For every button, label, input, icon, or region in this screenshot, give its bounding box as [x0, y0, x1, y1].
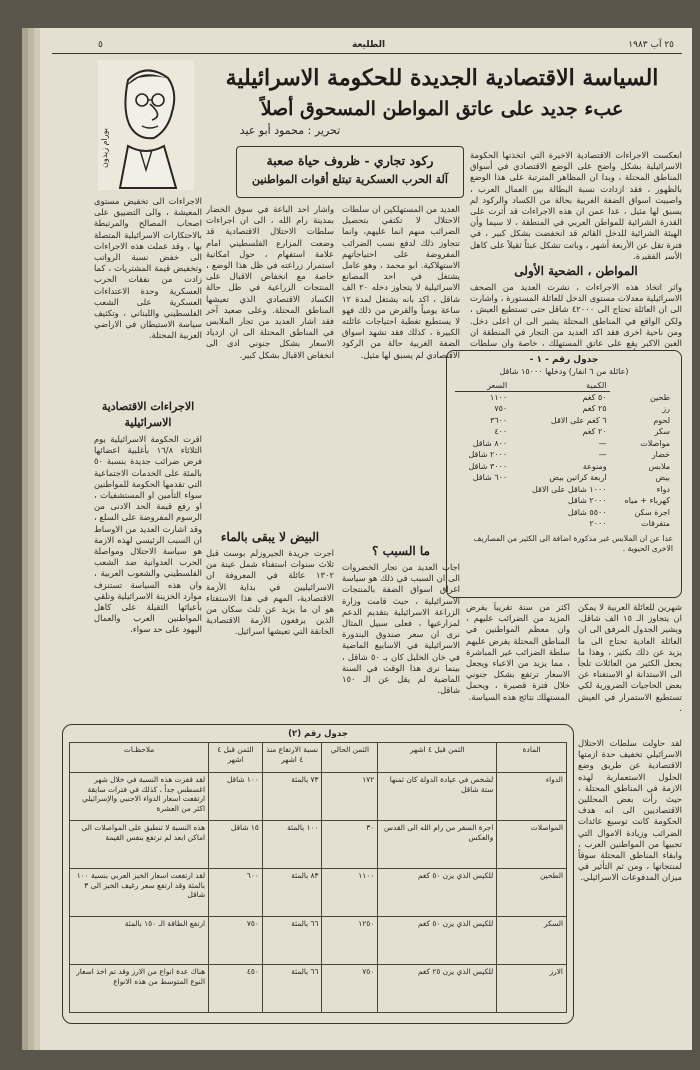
table-2-cell: ١٢٥٠: [322, 917, 378, 965]
table-2-row: [70, 965, 567, 1013]
table-2-cell: ٦٠٠: [209, 869, 263, 917]
table-1-cell-qty: ٢٠ كغم: [582, 427, 607, 437]
table-2-cell: ١٧٢: [322, 773, 378, 821]
table-2-cell: ١٥ شاقل: [209, 821, 263, 869]
vendor-paragraph: واشار احد الباعة في سوق الخضار بمدينة رام الله ، الى ان اجراءات سلطات الاحتلال الاقتصادية قد وضعت المزارع الفلسطيني امام علامة استفهام ، حول امكانية استمرار زراعته في ظل هذا الوضع ، خاصة مع انخفاض الاقبال على المنتجات الزراعية في ظل حالة الكساد الاقتصادي الذي تعيشها المناطق المحتلة. وعلى صعيد آخر فقد اشار العديد من تجار الملابس في المناطق المحتلة الى ان ازدياد الاسعار بشكل جنوني ادى الى انخفاض الاقبال بشكل كبير.: [206, 204, 334, 360]
table-1-subtitle: (عائلة من ٦ انفار) ودخلها ١٥٠٠٠ شاقل: [499, 367, 629, 376]
table-2-header-cell: المادة: [497, 743, 567, 773]
table-1-cell-price: [455, 507, 510, 519]
subheading-eggs: البيض لا يبقى بالماء: [220, 530, 320, 544]
cartoon-drawing-icon: [98, 60, 194, 190]
cartoon-signature: بورام زيدون: [100, 128, 109, 168]
table-1-cell-qty: ٢٥ كغم: [582, 404, 607, 414]
table-1-row: [455, 472, 673, 484]
cause-paragraph: اجاب العديد من تجار الخضروات الى ان السبب في ذلك هو سياسة اغراق اسواق الضفة بالمنتجات الاسرائيلية ، حيث قامت وزارة الزراعة الاسرائيلية بتقديم الدعم لمزارعيها ، فعلى سبيل المثال نرى ان سعر صندوق البندورة الاسرائيلية في الاسابيع الماضية في خان الخليل كان بـ ٥٠ شاقل ، بينما نرى هذا الوقت في السنة الماضية لم يقل عن الـ ١٥٠ شاقل.: [342, 562, 460, 696]
subheading-cause: ما السبب ؟: [372, 544, 430, 558]
intro-paragraph: انعكست الاجراءات الاقتصادية الاخيرة التي اتخذتها الحكومة الاسرائيلية بشكل واضح على الوضع الاقتصادي في أسواق المناطق المحتلة ، وبدا ان المظاهر المترتبة على هذا الوضع بالظهور ، فقد ازدادت نسبة البطالة بين العمال العرب ، واصيبت اسواق الضفة الغربية بحالة من الكساد والركود لم يسبق لها مثيل ، عدا عمن ان هذه الاجراءات قد أثرت على القدرة الشرائية للمواطن العربي في المنطقة ، لا سيما وأن الهيئة الشرائية للدخل القائم قد انخفضت بشكل كبير ، في فترة تقل عن الأربعة أشهر ، وباتت تشكل عبئاً ثقيلاً على كاهل الأسر الفقيرة.: [470, 150, 682, 260]
table-1-cell-item: لحوم: [653, 415, 670, 425]
page-header: [52, 38, 682, 54]
table-1-row: [455, 415, 673, 427]
inner-headline-2: آلة الحرب العسكرية تبتلع أقوات المواطنين: [252, 173, 448, 186]
table-1-cell-item: كهرباء + مياه: [624, 496, 670, 506]
table-1-cell-qty: ومنوعة: [582, 461, 607, 471]
subheading-left-2: الاسرائيلية: [124, 416, 172, 429]
table-1-cell-price: ٨٠٠ شاقل: [472, 438, 508, 448]
inner-headline-1: ركود تجاري - ظروف حياة صعبة: [266, 153, 434, 168]
table-1-cell-price: [455, 484, 510, 496]
table-2-row: [70, 917, 567, 965]
table-1-cell-price: ٦٠٠ شاقل: [472, 473, 508, 483]
table-1-cell-price: ٣٠٠٠ شاقل: [468, 461, 508, 471]
table-1-cell-price: [455, 495, 510, 507]
table-1-cell-qty: —: [598, 450, 607, 460]
left-column-paragraph: الاجراءات الى تخفيض مستوى المعيشة ، والى التضييق على اصحاب المصالح والمرتبطة بالاحتكارات الاسرائيلية المتصلة بها ، وقد عملت هذه الاجراءات الى خفض نسبة الرواتب وتخفيض قيمة المشتريات ، كما زادت من نفقات الحرب العسكرية وحدة الاعتداءات العسكرية على الشعب الفلسطيني واللبناني ، وتكثيف سياسة الاستيطان في الاراضي العربية المحتلة.: [94, 196, 202, 341]
table-1-cell-qty: ١٠٠٠ شاقل على الاقل: [531, 484, 607, 494]
table-2-cell: ١٠٠ شاقل: [209, 773, 263, 821]
table-2-cell: ٨٣ بالمئة: [262, 869, 322, 917]
eggs-paragraph: اجرت جريدة الجيروزلم بوست قبل ثلاث سنوات استفتاء شمل عينة من ١٣٠٢ عائلة في المعروفة ان الاسرائيليين في بداية الأزمة الاقتصادية، المهم في هذا الاستفتاء هو ان ما يزيد عن ثلث سكان من الذين يرفعون الأزمة الاقتصادية الخانقة التي تعيشها اسرائيل.: [206, 548, 334, 637]
table-2-box: [62, 724, 574, 1024]
table-1-cell-price: ٤٠٠: [494, 427, 508, 437]
table-1-row: [455, 461, 673, 473]
table-2-cell: ٧٣ بالمئة: [262, 773, 322, 821]
taxes-paragraph: اكثر من ستة تقريباً يفرض المزيد من الضرائب عليهم ، وان معظم المواطنين في المناطق المحتلة يفرض عليهم سلطة الضرائب غير المباشرة ، مما يزيد من الاعباء ويجعل الاسعار ترتفع بشكل جنوني خلال فترة قصيرة ، ويحمل المستهلك نتائج هذه السياسة.: [466, 602, 570, 702]
table-1-cell-item: متفرقات: [641, 519, 670, 529]
table-2-cell: الارز: [497, 965, 567, 1013]
table-1-cell-qty: —: [598, 438, 607, 448]
publication-name: الطليعة: [352, 40, 386, 50]
table-1-cell-price: [455, 518, 510, 530]
inner-headline-box: [236, 146, 464, 198]
table-2-title: جدول رقم (٢): [288, 729, 348, 739]
subheading-citizen: المواطن ، الضحية الأولى: [514, 264, 638, 278]
table-2-cell: لشخص في عيادة الدولة كان ثمنها ستة شاقل: [378, 773, 497, 821]
table-2-cell: ٧٥٠: [322, 965, 378, 1013]
table-2-row: [70, 773, 567, 821]
citizen-paragraph: واثر اتخاذ هذه الاجراءات ، نشرت العديد من الصحف الاسرائيلية معدلات مستوى الدخل للعائلة المستورة ، واشارت الى ان العائلة تحتاج الى ٤٢٠٠٠ شاقل حتى تستطيع العيش ، ولكن الواقع في المناطق المحتلة يشير الى ان اعلى دخل. ومن ناحية اخرى فقد اكد العديد من التجار في المنطقة ان الغبن الاكبر يقع على عاتق المستهلك ، خاصة وان سلطات: [470, 282, 682, 349]
table-1-cell-price: ٧٥٠: [494, 404, 508, 414]
table-1-row: [455, 449, 673, 461]
table-1-row: [455, 495, 673, 507]
table-2-header-cell: الثمن قبل ٤ اشهر: [378, 743, 497, 773]
table-1-cell-item: اجرة سكن: [634, 507, 670, 517]
table-2-cell: للكيس الذي يزن ٥٠ كغم: [378, 869, 497, 917]
table-1-title: جدول رقم - ١ -: [529, 355, 599, 365]
table-1-cell-item: رز: [662, 404, 670, 414]
table-1-cell-price: ٣٦٠٠: [490, 415, 508, 425]
table-2-cell: ارتفع الطاقة الـ ١٥٠ بالمئة: [70, 917, 209, 965]
table-1-cell-item: مواصلات: [640, 438, 670, 448]
table-2-cell: المواصلات: [497, 821, 567, 869]
table-1-row: [455, 403, 673, 415]
table-1-cell-qty: ٢٠٠٠ شاقل: [567, 496, 607, 506]
table-2-cell: هذه النسبة لا تنطبق على المواصلات الى اماكن ابعد لم ترتفع بنفس القيمة: [70, 821, 209, 869]
table-2-header-cell: ملاحظـات: [70, 743, 209, 773]
table-2-cell: ٤٥٠: [209, 965, 263, 1013]
page-number: ٥: [98, 40, 103, 50]
headline-main: السياسة الاقتصادية الجديدة للحكومة الاسرائيلية: [225, 65, 659, 91]
byline: تحرير : محمود أبو عيد: [239, 124, 341, 137]
measures-paragraph: لقد حاولت سلطات الاحتلال الاسرائيلي تخفيف حدة ازمتها الاقتصادية عن طريق وضع الحلول الاستعمارية لهذه الازمة في المناطق المحتلة ، حيث رأت بعض المحللين الاقتصاديين الى انه هدف الحكومة كانت توسيع عائدات الضرائب وزيادة الاموال التي تجبيها من المواطنين العرب ، وابقاء المناطق المحتلة سوقاً لمنتجاتها ، ومن ثم التأثير في ميزان المدفوعات الاسرائيلي.: [578, 738, 682, 883]
table-1-row: [455, 438, 673, 450]
table-2-cell: ٣٠: [322, 821, 378, 869]
table-2-cell: اجرة السفر من رام الله الى القدس والعكس: [378, 821, 497, 869]
issue-date: ٢٥ آب ١٩٨٣: [628, 40, 674, 50]
table-1-cell-qty: ٢٠٠٠: [589, 519, 607, 529]
family-income-paragraph: شهرين للعائلة العربية لا يمكن ان يتجاوز الـ ١٥ الف شاقل. ويشير الجدول المرفق الى ان العائلة العادية تحتاج الى ما يزيد عن ذلك بكثير ، وهذا ما يجعل الكثير من العائلات تلجأ الى الاستدانة او الاستغناء عن بعض الحاجيات الضرورية لكي تستطيع الاستمرار في العيش .: [578, 602, 682, 713]
table-2-row: [70, 821, 567, 869]
table-2-cell: ١١٠٠: [322, 869, 378, 917]
table-1-cell-item: سكر: [654, 427, 670, 437]
table-1-cell-qty: ٥٥٠٠ شاقل: [567, 507, 607, 517]
table-1-cell-price: ١١٠٠: [490, 393, 508, 402]
table-2-row: [70, 869, 567, 917]
table-1-row: [455, 392, 673, 404]
headline-secondary: عبء جديد على عاتق المواطن المسحوق أصلاً: [260, 98, 624, 120]
table-1-cell-item: خضار: [651, 450, 670, 460]
table-1-note: عدا عن ان الملابس غير مذكورة اضافة الى الكثير من المصاريف الاخرى الحيوية .: [473, 533, 673, 553]
table-1-row: [455, 507, 673, 519]
table-1-cell-item: بيض: [655, 473, 670, 483]
table-1-cell-qty: ٦ كغم على الاقل: [550, 415, 607, 425]
table-1: [455, 380, 673, 530]
table-1-cell-item: دواء: [656, 484, 670, 494]
table-2-cell: ٦٦ بالمئة: [262, 917, 322, 965]
cartoon-portrait: [98, 60, 194, 190]
table-1-header-price: السعر: [455, 380, 510, 392]
table-2-cell: لقد ارتفعت اسعار الخبز العربي بنسبة ١٠٠ بالمئة وقد ارتفع سعر رغيف الخبز الى ٣ شاقل: [70, 869, 209, 917]
table-1-cell-qty: ٥٠ كغم: [582, 393, 607, 402]
table-2: [69, 742, 567, 1013]
table-2-cell: للكيس الذي يزن ٢٥ كغم: [378, 965, 497, 1013]
table-2-cell: الدواء: [497, 773, 567, 821]
table-2-cell: الطحين: [497, 869, 567, 917]
table-2-header-cell: الثمن قبل ٤ اشهر: [209, 743, 263, 773]
table-2-cell: السكر: [497, 917, 567, 965]
table-1-cell-price: ٢٠٠٠ شاقل: [468, 450, 508, 460]
subheading-left-1: الاجراءات الاقتصادية: [101, 400, 195, 413]
table-2-header-cell: الثمن الحالي: [322, 743, 378, 773]
table-1-box: [446, 350, 682, 598]
table-2-cell: ٦٦ بالمئة: [262, 965, 322, 1013]
table-1-row: [455, 426, 673, 438]
left-column-paragraph-2: اقرت الحكومة الاسرائيلية يوم الثلاثاء ١٦/٨ بأغلبية اعضائها فرض ضرائب جديدة بنسبة ٥٠ بالمئة على الخدمات الاجتماعية التي تقدمها الحكومة للمواطنين سواء التأمين او المستشفيات ، او رفع قيمة الحد الادنى من الرسوم المفروضة على السلع ، وقد اشارت العديد من الاوساط ان السبب الرئيسي لهذه الازمة هو سياسة الاحتلال ومواصلة الحرب العدوانية ضد الشعب الفلسطيني والشعوب العربية ، وان هذه السياسة تستنزف موارد الخزينة الاسرائيلية وتلقي بأعبائها الثقيلة على كاهل المواطنين العرب والعمال اليهود على حد سواء.: [94, 434, 202, 635]
table-2-cell: هناك عدة انواع من الارز وقد تم اخذ اسعار النوع المتوسط من هذه الانواع: [70, 965, 209, 1013]
table-2-cell: ١٠٠ بالمئة: [262, 821, 322, 869]
table-2-header-cell: نسبة الارتفاع منذ ٤ اشهر: [262, 743, 322, 773]
table-2-cell: ٧٥٠: [209, 917, 263, 965]
consumer-paragraph: العديد من المستهلكين ان سلطات الاحتلال لا تكتفي بتحصيل الضرائب منهم انما عليهم، وانما تتجاوز ذلك لدفع نسب الضرائب المفروضة على احتياجاتهم الاستهلاكية. ابو محمد ، وهو عامل يشتغل في احد المصانع الاسرائيلية لا يتجاوز دخله ٢٠ الف شاقل ، اكد بانه يشتغل لمدة ١٢ ساعة يومياً والقرض من ذلك فهو لا يستطيع تغطية احتياجات عائلته الكبيرة ، كذلك فقد نشهد اسواق الضفة الغربية حالة من الركود الاقتصادي لم يسبق لها مثيل.: [342, 204, 460, 360]
table-1-cell-qty: اربعة كراتين بيض: [549, 473, 607, 483]
table-2-cell: لقد قفزت هذه النسبة في خلال شهر اغسطس جداً ، كذلك في فترات سابقة ارتفعت اسعار الدواء الاجنبي والإسرائيلي اكثر من العشرة: [70, 773, 209, 821]
table-1-cell-item: ملابس: [648, 461, 670, 471]
table-1-cell-item: طحين: [649, 392, 670, 402]
table-1-header-qty: الكمية: [510, 380, 609, 392]
table-1-row: [455, 518, 673, 530]
table-2-cell: للكيس الذي يزن ٥٠ كغم: [378, 917, 497, 965]
table-1-row: [455, 484, 673, 496]
